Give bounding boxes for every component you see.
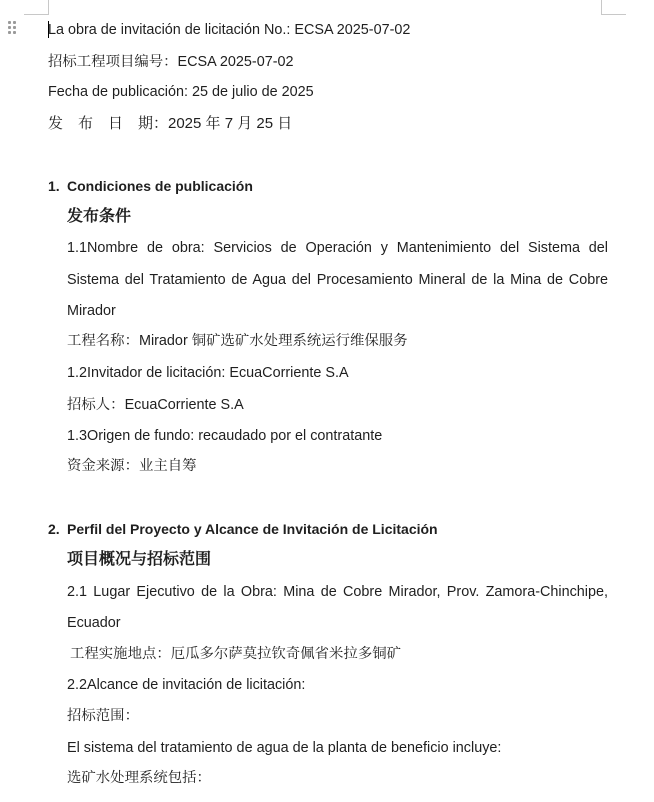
section-1-3-es: 1.3Origen de fundo: recaudado por el contratante <box>67 428 383 444</box>
section-2-1-zh: 工程实施地点：厄瓜多尔萨莫拉钦奇佩省米拉多铜矿 <box>70 646 401 662</box>
section-2-title-zh: 项目概况与招标范围 <box>67 551 212 568</box>
bid-number-zh: 招标工程项目编号：ECSA 2025-07-02 <box>48 54 294 70</box>
section-1-3-zh: 资金来源：业主自筹 <box>67 458 197 474</box>
section-2-2-zh: 招标范围： <box>67 708 139 724</box>
section-2-1-es-line-2: Ecuador <box>67 615 121 631</box>
page-corner-mark-left <box>24 0 49 15</box>
publication-date-es: Fecha de publicación: 25 de julio de 2025 <box>48 84 314 100</box>
section-2-heading <box>48 519 438 539</box>
section-1-2-zh: 招标人：EcuaCorriente S.A <box>67 397 244 413</box>
publication-date-zh: 发 布 日 期：2025 年 7 月 25 日 <box>48 115 293 132</box>
section-2-3-es: El sistema del tratamiento de agua de la planta de beneficio incluye: <box>67 740 502 756</box>
section-2-1-es-line-1: 2.1 Lugar Ejecutivo de la Obra: Mina de Cobre Mirador, Prov. Zamora-Chinchipe, <box>67 584 608 600</box>
section-1-title-es: Condiciones de publicación <box>67 178 253 194</box>
section-1-1-zh: 工程名称：Mirador 铜矿选矿水处理系统运行维保服务 <box>67 333 408 349</box>
section-1-1-es-line-1: 1.1Nombre de obra: Servicios de Operación y Mantenimiento del Sistema del <box>67 240 608 256</box>
page-corner-mark-right <box>601 0 626 15</box>
section-1-title-zh: 发布条件 <box>67 208 132 225</box>
section-1-1-es-line-2: Sistema del Tratamiento de Agua del Procesamiento Mineral de la Mina de Cobre <box>67 272 608 288</box>
section-1-heading <box>48 176 253 196</box>
section-2-title-es: Perfil del Proyecto y Alcance de Invitación de Licitación <box>67 521 438 537</box>
section-1-2-es: 1.2Invitador de licitación: EcuaCorriente S.A <box>67 365 349 381</box>
bid-number-es: La obra de invitación de licitación No.: ECSA 2025-07-02 <box>48 22 411 38</box>
section-1-number: 1. <box>48 178 60 194</box>
drag-handle-icon[interactable] <box>8 21 16 37</box>
section-2-number: 2. <box>48 521 60 537</box>
section-2-3-zh: 选矿水处理系统包括： <box>67 770 211 786</box>
section-1-1-es-line-3: Mirador <box>67 303 116 319</box>
section-2-2-es: 2.2Alcance de invitación de licitación: <box>67 677 306 693</box>
